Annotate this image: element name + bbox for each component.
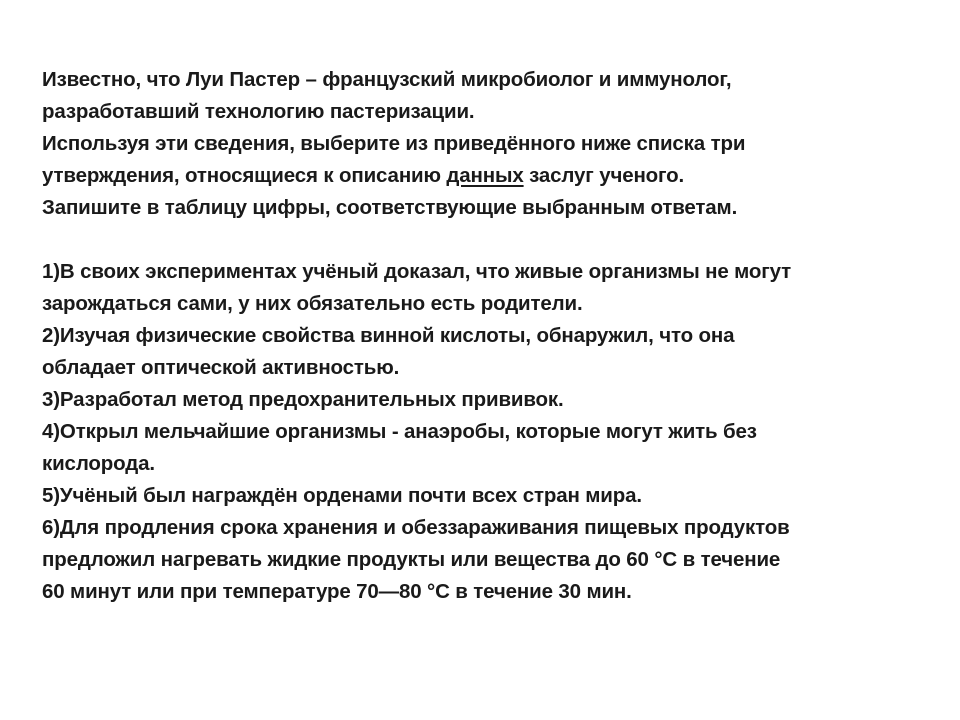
option-6 <box>42 512 942 608</box>
intro-line: разработавший технологию пастеризации. <box>42 100 475 123</box>
option-line: 6)Для продления срока хранения и обеззараживания пищевых продуктов <box>42 516 790 539</box>
option-line: 1)В своих экспериментах учёный доказал, что живые организмы не могут <box>42 260 792 283</box>
spacer <box>42 224 942 256</box>
option-line: кислорода. <box>42 452 155 475</box>
option-line: обладает оптической активностью. <box>42 356 400 379</box>
option-3 <box>42 384 942 416</box>
option-line: зарождаться сами, у них обязательно есть родители. <box>42 292 583 315</box>
answer-options <box>42 256 942 608</box>
option-line: 3)Разработал метод предохранительных прививок. <box>42 388 564 411</box>
intro-line: Известно, что Луи Пастер – французский микробиолог и иммунолог, <box>42 68 732 91</box>
intro-line: Используя эти сведения, выберите из приведённого ниже списка три <box>42 132 746 155</box>
option-5 <box>42 480 942 512</box>
task-text <box>42 64 942 608</box>
option-line: 5)Учёный был награждён орденами почти всех стран мира. <box>42 484 642 507</box>
option-4 <box>42 416 942 480</box>
option-line: 2)Изучая физические свойства винной кислоты, обнаружил, что она <box>42 324 735 347</box>
intro-text: заслуг ученого. <box>523 164 685 187</box>
task-intro <box>42 64 942 224</box>
option-2 <box>42 320 942 384</box>
intro-line <box>42 160 942 192</box>
intro-text: утверждения, относящиеся к описанию <box>42 164 447 187</box>
option-line: 4)Открыл мельчайшие организмы - анаэробы, которые могут жить без <box>42 420 757 443</box>
option-line: предложил нагревать жидкие продукты или вещества до 60 °С в течение <box>42 548 781 571</box>
option-line: 60 минут или при температуре 70—80 °С в течение 30 мин. <box>42 580 632 603</box>
underlined-word: данных <box>446 164 524 187</box>
option-1 <box>42 256 942 320</box>
intro-line: Запишите в таблицу цифры, соответствующие выбранным ответам. <box>42 196 738 219</box>
